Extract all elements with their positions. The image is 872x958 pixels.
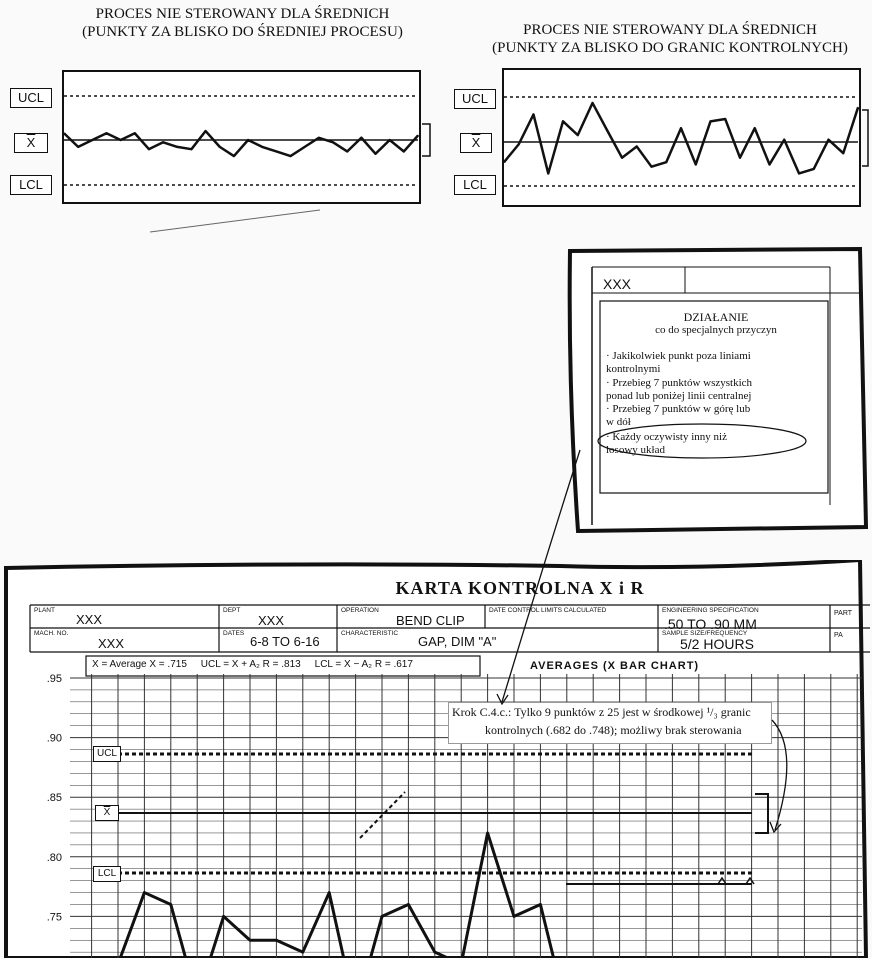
y-tick-label: .85 — [46, 792, 62, 805]
dept-label: DEPT — [223, 607, 241, 614]
y-tick-label: .95 — [46, 673, 62, 685]
part-label: PART — [834, 610, 853, 617]
mini-right-title-line1: PROCES NIE STEROWANY DLA ŚREDNICH — [523, 22, 817, 38]
operation-label: OPERATION — [341, 607, 379, 614]
mini-right-lcl-label: LCL — [454, 175, 496, 195]
plant-value: XXX — [76, 612, 103, 627]
dates-label: DATES — [223, 630, 245, 637]
callout-subtitle: co do specjalnych przyczyn — [655, 324, 777, 336]
formula-text: X = Average X = .715 UCL = X + A₂ R = .813 LCL = X − A₂ R = .617 — [92, 659, 413, 670]
pa-label: PA — [834, 632, 843, 639]
callout-header-value: XXX — [603, 276, 632, 292]
mach-value: XXX — [98, 636, 125, 651]
mini-right-title-line2: (PUNKTY ZA BLISKO DO GRANIC KONTROLNYCH) — [492, 40, 848, 56]
plant-label: PLANT — [34, 607, 55, 614]
callout-item-1b: kontrolnymi — [606, 363, 661, 375]
callout-item-3b: w dół — [606, 416, 631, 428]
mini-left-xbar-label: $\overline{X}$ — [14, 133, 48, 153]
main-xbar-label: $\overline{X}$ — [95, 805, 119, 821]
operation-value: BEND CLIP — [396, 613, 465, 628]
mini-left-title-line2: (PUNKTY ZA BLISKO DO ŚREDNIEJ PROCESU) — [82, 24, 403, 40]
char-label: CHARACTERISTIC — [341, 630, 399, 637]
sample-value: 5/2 HOURS — [680, 636, 754, 652]
callout-item-2b: ponad lub poniżej linii centralnej — [606, 390, 752, 402]
y-tick-label: .75 — [46, 911, 62, 924]
date-calc-label: DATE CONTROL LIMITS CALCULATED — [489, 607, 607, 614]
main-title: KARTA KONTROLNA X i R — [395, 578, 645, 598]
dates-value: 6-8 TO 6-16 — [250, 634, 320, 649]
callout-item-4a: · Każdy oczywisty inny niż — [606, 431, 727, 443]
y-tick-label: .90 — [46, 732, 62, 745]
mini-left-lcl-label: LCL — [10, 175, 52, 195]
mach-label: MACH. NO. — [34, 630, 69, 637]
main-lcl-label: LCL — [93, 866, 121, 882]
y-tick-label: .80 — [46, 851, 62, 864]
eng-spec-value: .50 TO .90 MM — [664, 616, 757, 632]
callout-item-3a: · Przebieg 7 punktów w górę lub — [606, 403, 751, 415]
mini-right-ucl-label: UCL — [454, 89, 496, 109]
main-ucl-label: UCL — [93, 746, 121, 762]
callout-title: DZIAŁANIE — [683, 310, 749, 324]
eng-spec-label: ENGINEERING SPECIFICATION — [662, 607, 759, 614]
callout-item-2a: · Przebieg 7 punktów wszystkich — [606, 377, 753, 389]
chart-section-label: AVERAGES (X BAR CHART) — [530, 660, 700, 672]
sample-label: SAMPLE SIZE/FREQUENCY — [662, 630, 748, 637]
mini-left-ucl-label: UCL — [10, 88, 52, 108]
note-line2: kontrolnych (.682 do .748); możliwy brak sterowania — [485, 723, 742, 737]
note-line1: Krok C.4.c.: Tylko 9 punktów z 25 jest w środkowej ¹/₃ granic — [452, 705, 751, 719]
char-value: GAP, DIM "A" — [418, 634, 497, 649]
callout-item-1a: · Jakikolwiek punkt poza liniami — [606, 350, 751, 362]
mini-left-title-line1: PROCES NIE STEROWANY DLA ŚREDNICH — [95, 6, 390, 22]
dept-value: XXX — [258, 613, 285, 628]
mini-right-xbar-label: $\overline{X}$ — [460, 133, 492, 153]
callout-item-4b: losowy układ — [606, 444, 665, 456]
